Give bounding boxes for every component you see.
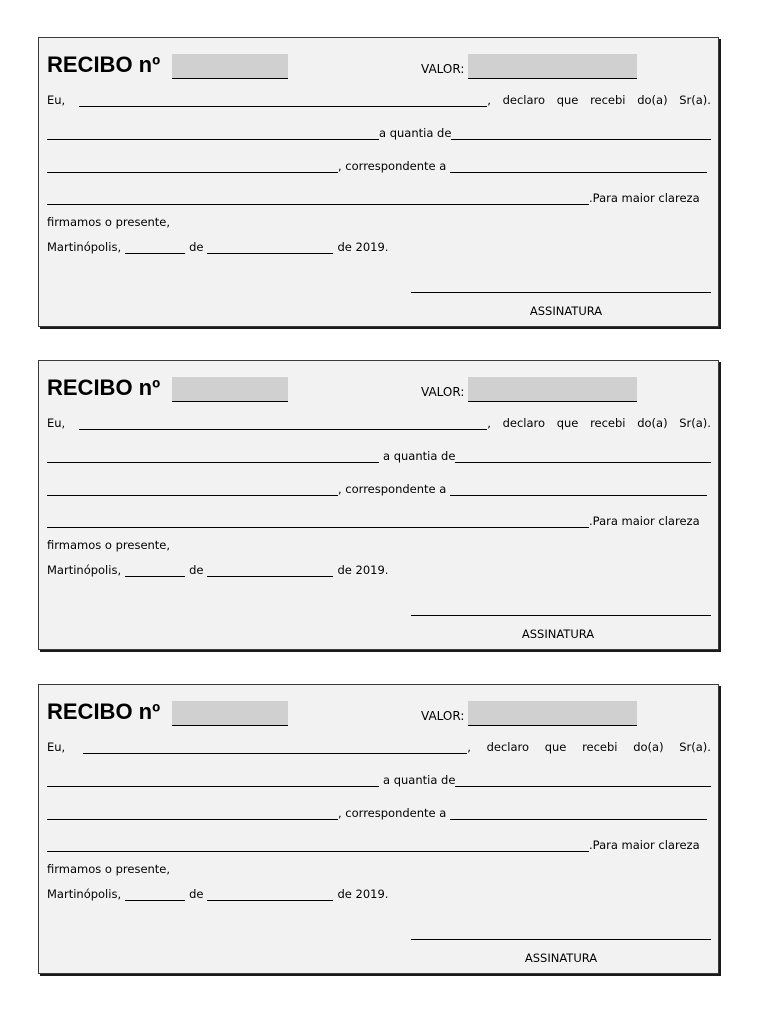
line-payer — [47, 740, 711, 754]
payer-name-blank[interactable] — [79, 94, 487, 107]
receipt-number-field[interactable] — [172, 701, 288, 726]
signature-line[interactable] — [411, 615, 711, 616]
year-label: de 2019. — [337, 563, 389, 577]
amount-words-blank[interactable] — [47, 483, 338, 496]
de-label: de — [189, 563, 204, 577]
from-name-blank[interactable] — [47, 127, 379, 140]
line-amount — [47, 449, 711, 463]
eu-label: Eu, — [47, 416, 66, 430]
valor-field[interactable] — [468, 701, 637, 726]
de-label: de — [189, 887, 204, 901]
purpose-continued-blank[interactable] — [47, 839, 589, 852]
de-label: de — [189, 240, 204, 254]
signature-label: ASSINATURA — [529, 304, 603, 318]
line-correspondente — [47, 482, 711, 496]
payer-name-blank[interactable] — [79, 417, 487, 430]
year-label: de 2019. — [337, 887, 389, 901]
line-correspondente — [47, 159, 711, 173]
firmamos-text: firmamos o presente, — [47, 538, 171, 552]
receipt-3 — [38, 684, 719, 974]
line-amount — [47, 126, 711, 140]
clareza-label: .Para maior clareza — [589, 191, 700, 205]
day-blank[interactable] — [125, 564, 185, 577]
signature-line[interactable] — [411, 292, 711, 293]
declaro-text: , declaro que recebi do(a) Sr(a). — [467, 740, 711, 754]
city-label: Martinópolis, — [47, 563, 122, 577]
line-clareza — [47, 514, 711, 528]
receipt-number-field[interactable] — [172, 377, 288, 402]
declaro-text: , declaro que recebi do(a) Sr(a). — [487, 416, 711, 430]
signature-line[interactable] — [411, 939, 711, 940]
receipt-title: RECIBO nº — [47, 52, 161, 77]
valor-field[interactable] — [468, 377, 637, 402]
month-blank[interactable] — [207, 564, 333, 577]
line-clareza — [47, 191, 711, 205]
eu-label: Eu, — [47, 740, 66, 754]
amount-words-blank[interactable] — [47, 160, 338, 173]
firmamos-text: firmamos o presente, — [47, 862, 171, 876]
city-label: Martinópolis, — [47, 240, 122, 254]
amount-blank[interactable] — [455, 450, 711, 463]
line-clareza — [47, 838, 711, 852]
valor-label: VALOR: — [421, 709, 465, 723]
valor-field[interactable] — [468, 54, 637, 79]
declaro-text: , declaro que recebi do(a) Sr(a). — [487, 93, 711, 107]
receipt-title: RECIBO nº — [47, 699, 161, 724]
purpose-continued-blank[interactable] — [47, 192, 589, 205]
line-date — [47, 240, 711, 254]
city-label: Martinópolis, — [47, 887, 122, 901]
month-blank[interactable] — [207, 241, 333, 254]
day-blank[interactable] — [125, 888, 185, 901]
quantia-label: a quantia de — [383, 449, 456, 463]
from-name-blank[interactable] — [47, 450, 379, 463]
year-label: de 2019. — [337, 240, 389, 254]
receipt-number-field[interactable] — [172, 54, 288, 79]
purpose-blank[interactable] — [450, 160, 707, 173]
receipt-title: RECIBO nº — [47, 375, 161, 400]
amount-blank[interactable] — [455, 774, 711, 787]
from-name-blank[interactable] — [47, 774, 379, 787]
receipt-2 — [38, 360, 719, 650]
clareza-label: .Para maior clareza — [589, 514, 700, 528]
line-date — [47, 563, 711, 577]
month-blank[interactable] — [207, 888, 333, 901]
amount-words-blank[interactable] — [47, 807, 338, 820]
amount-blank[interactable] — [451, 127, 711, 140]
valor-label: VALOR: — [421, 62, 465, 76]
signature-label: ASSINATURA — [521, 627, 595, 641]
purpose-blank[interactable] — [450, 483, 707, 496]
clareza-label: .Para maior clareza — [589, 838, 700, 852]
quantia-label: a quantia de — [379, 126, 452, 140]
day-blank[interactable] — [125, 241, 185, 254]
valor-label: VALOR: — [421, 385, 465, 399]
correspondente-label: , correspondente a — [338, 159, 447, 173]
purpose-continued-blank[interactable] — [47, 515, 589, 528]
line-date — [47, 887, 711, 901]
signature-label: ASSINATURA — [524, 951, 598, 965]
line-amount — [47, 773, 711, 787]
purpose-blank[interactable] — [450, 807, 707, 820]
line-payer — [47, 93, 711, 107]
payer-name-blank[interactable] — [83, 741, 467, 754]
correspondente-label: , correspondente a — [338, 482, 447, 496]
correspondente-label: , correspondente a — [338, 806, 447, 820]
firmamos-text: firmamos o presente, — [47, 215, 171, 229]
quantia-label: a quantia de — [383, 773, 456, 787]
receipt-1 — [38, 37, 719, 327]
line-correspondente — [47, 806, 711, 820]
eu-label: Eu, — [47, 93, 66, 107]
line-payer — [47, 416, 711, 430]
